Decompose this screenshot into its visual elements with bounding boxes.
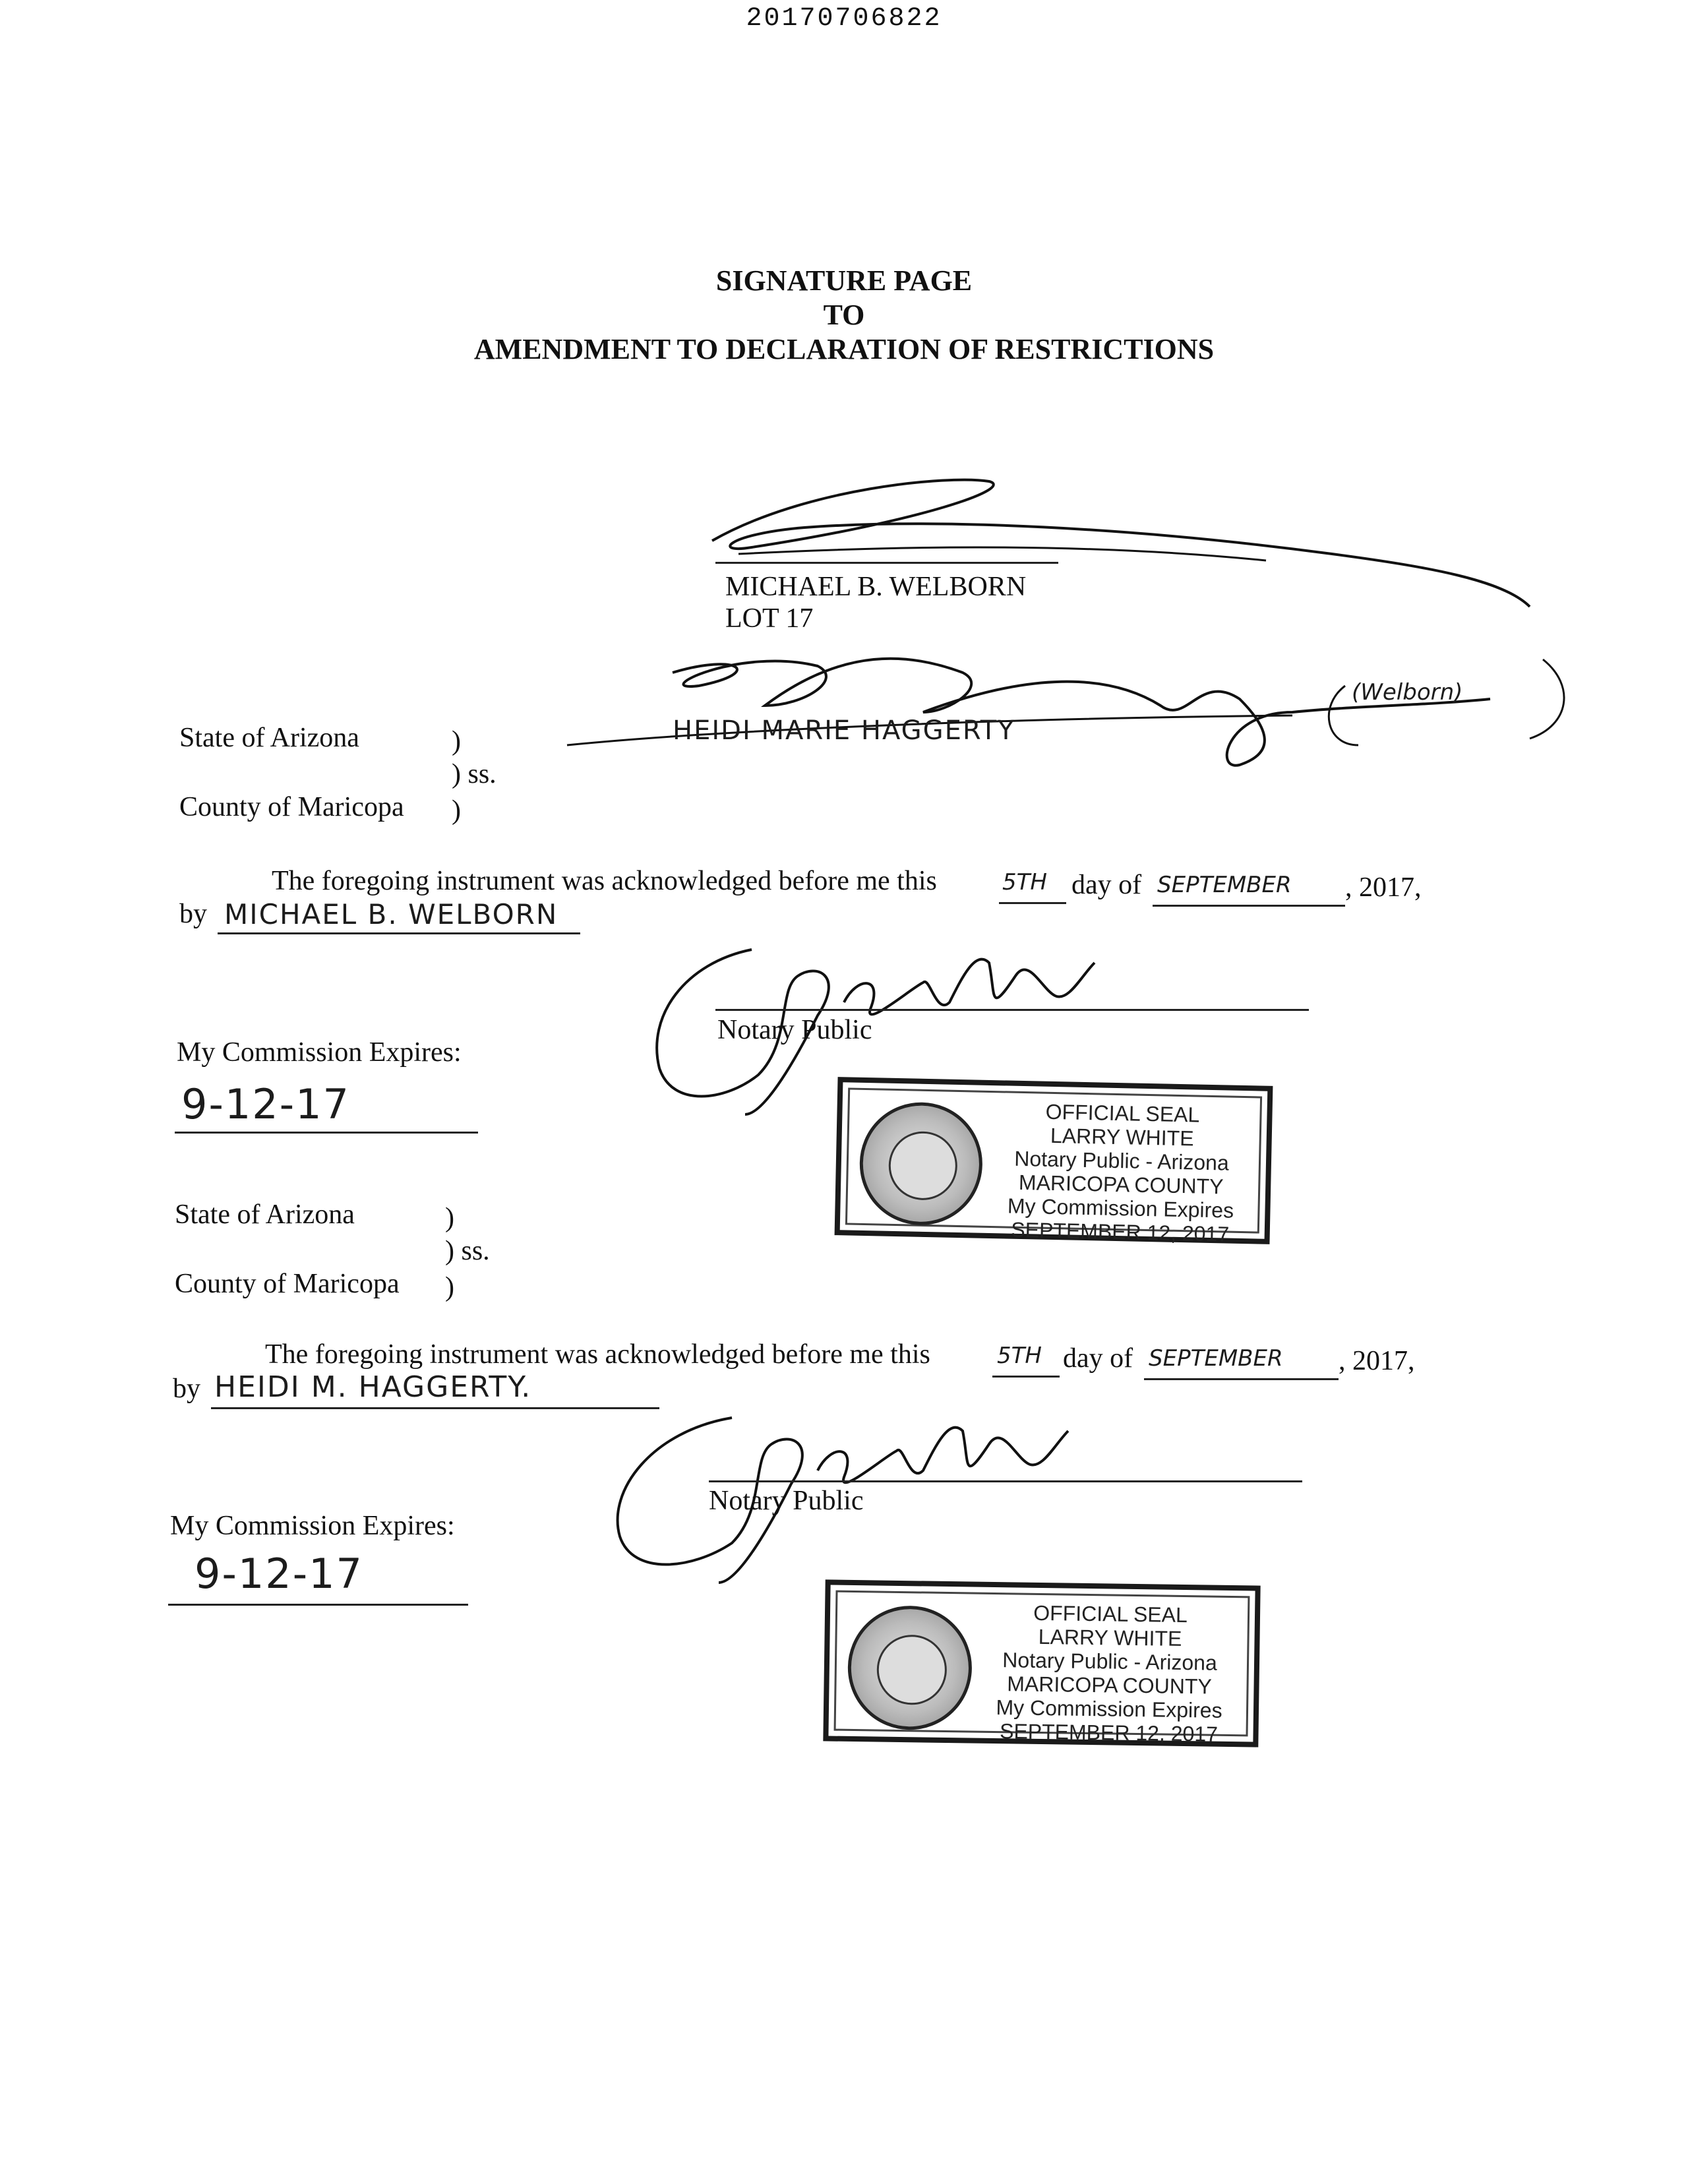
ack2-county: County of Maricopa <box>175 1269 400 1299</box>
ack1-day-of: day of <box>1071 870 1142 900</box>
ack1-day: 5TH <box>1002 869 1047 895</box>
ack2-seal-line3: Notary Public - Arizona <box>1002 1648 1218 1675</box>
signer-lot: LOT 17 <box>725 603 814 634</box>
ack2-paren-bottom: ) <box>445 1272 454 1302</box>
ack1-paren-top: ) <box>452 726 461 756</box>
ack1-paren-bottom: ) <box>452 795 461 826</box>
ack1-seal-line6: SEPTEMBER 12, 2017 <box>1010 1217 1230 1246</box>
ack1-month-line <box>1153 905 1345 907</box>
ack2-month-line <box>1144 1378 1339 1380</box>
ack1-seal-line3: Notary Public - Arizona <box>1013 1146 1230 1175</box>
ack1-by: by <box>179 899 207 929</box>
ack2-month: SEPTEMBER <box>1149 1345 1283 1372</box>
second-signer-printed-name: HEIDI MARIE HAGGERTY <box>673 715 1015 746</box>
ack2-year: , 2017, <box>1339 1346 1415 1376</box>
ack1-notary-label: Notary Public <box>717 1015 872 1045</box>
ack2-day: 5TH <box>997 1343 1042 1369</box>
title-line-3: AMENDMENT TO DECLARATION OF RESTRICTIONS <box>473 333 1215 365</box>
ack1-notary-seal <box>835 1077 1273 1244</box>
ack2-by: by <box>173 1374 200 1404</box>
ack2-day-line <box>992 1376 1060 1378</box>
document-number: 20170706822 <box>746 4 942 34</box>
ack2-statement: The foregoing instrument was acknowledged before me this <box>265 1339 930 1370</box>
ack1-by-name: MICHAEL B. WELBORN <box>224 898 558 930</box>
ack1-commission-line <box>175 1132 478 1134</box>
ack1-ss: ) ss. <box>452 759 497 789</box>
ack1-notary-line <box>715 1009 1309 1011</box>
ack2-seal-line1: OFFICIAL SEAL <box>1033 1600 1188 1627</box>
ack2-day-of: day of <box>1063 1343 1133 1374</box>
ack1-statement: The foregoing instrument was acknowledged before me this <box>272 866 937 896</box>
ack2-seal-line6: SEPTEMBER 12, 2017 <box>999 1719 1219 1746</box>
ack2-by-name: HEIDI M. HAGGERTY. <box>214 1370 532 1404</box>
ack1-commission-label: My Commission Expires: <box>177 1037 462 1068</box>
ack1-seal-line2: LARRY WHITE <box>1050 1123 1194 1151</box>
ack2-by-line <box>211 1407 659 1409</box>
signer-maiden-name: (Welborn) <box>1352 679 1463 706</box>
signer-name: MICHAEL B. WELBORN <box>725 572 1027 602</box>
ack1-seal-line5: My Commission Expires <box>1007 1194 1234 1223</box>
ack1-county: County of Maricopa <box>179 792 404 822</box>
ack2-ss: ) ss. <box>445 1236 490 1266</box>
ack1-commission-date: 9-12-17 <box>181 1080 350 1128</box>
ack1-seal-line1: OFFICIAL SEAL <box>1045 1099 1200 1127</box>
ack1-seal-line4: MARICOPA COUNTY <box>1018 1170 1224 1199</box>
ack1-year: , 2017, <box>1345 872 1422 903</box>
ack2-commission-label: My Commission Expires: <box>170 1511 455 1541</box>
ack1-by-line <box>218 932 580 934</box>
ack2-notary-label: Notary Public <box>709 1486 864 1516</box>
ack2-state: State of Arizona <box>175 1199 355 1230</box>
ack2-seal-line4: MARICOPA COUNTY <box>1007 1672 1213 1699</box>
ack2-seal-line5: My Commission Expires <box>996 1695 1222 1722</box>
ack1-month: SEPTEMBER <box>1157 872 1292 898</box>
ack2-commission-line <box>168 1604 468 1606</box>
ack1-state: State of Arizona <box>179 723 359 753</box>
ack1-day-line <box>999 902 1066 904</box>
ack2-commission-date: 9-12-17 <box>195 1550 363 1598</box>
ack2-paren-top: ) <box>445 1203 454 1233</box>
title-line-1: SIGNATURE PAGE <box>715 264 973 297</box>
title-line-2: TO <box>823 299 865 331</box>
ack2-notary-seal <box>823 1579 1260 1747</box>
ack2-seal-line2: LARRY WHITE <box>1038 1624 1182 1651</box>
ack2-notary-line <box>709 1480 1302 1482</box>
signature-line-1 <box>715 562 1058 564</box>
